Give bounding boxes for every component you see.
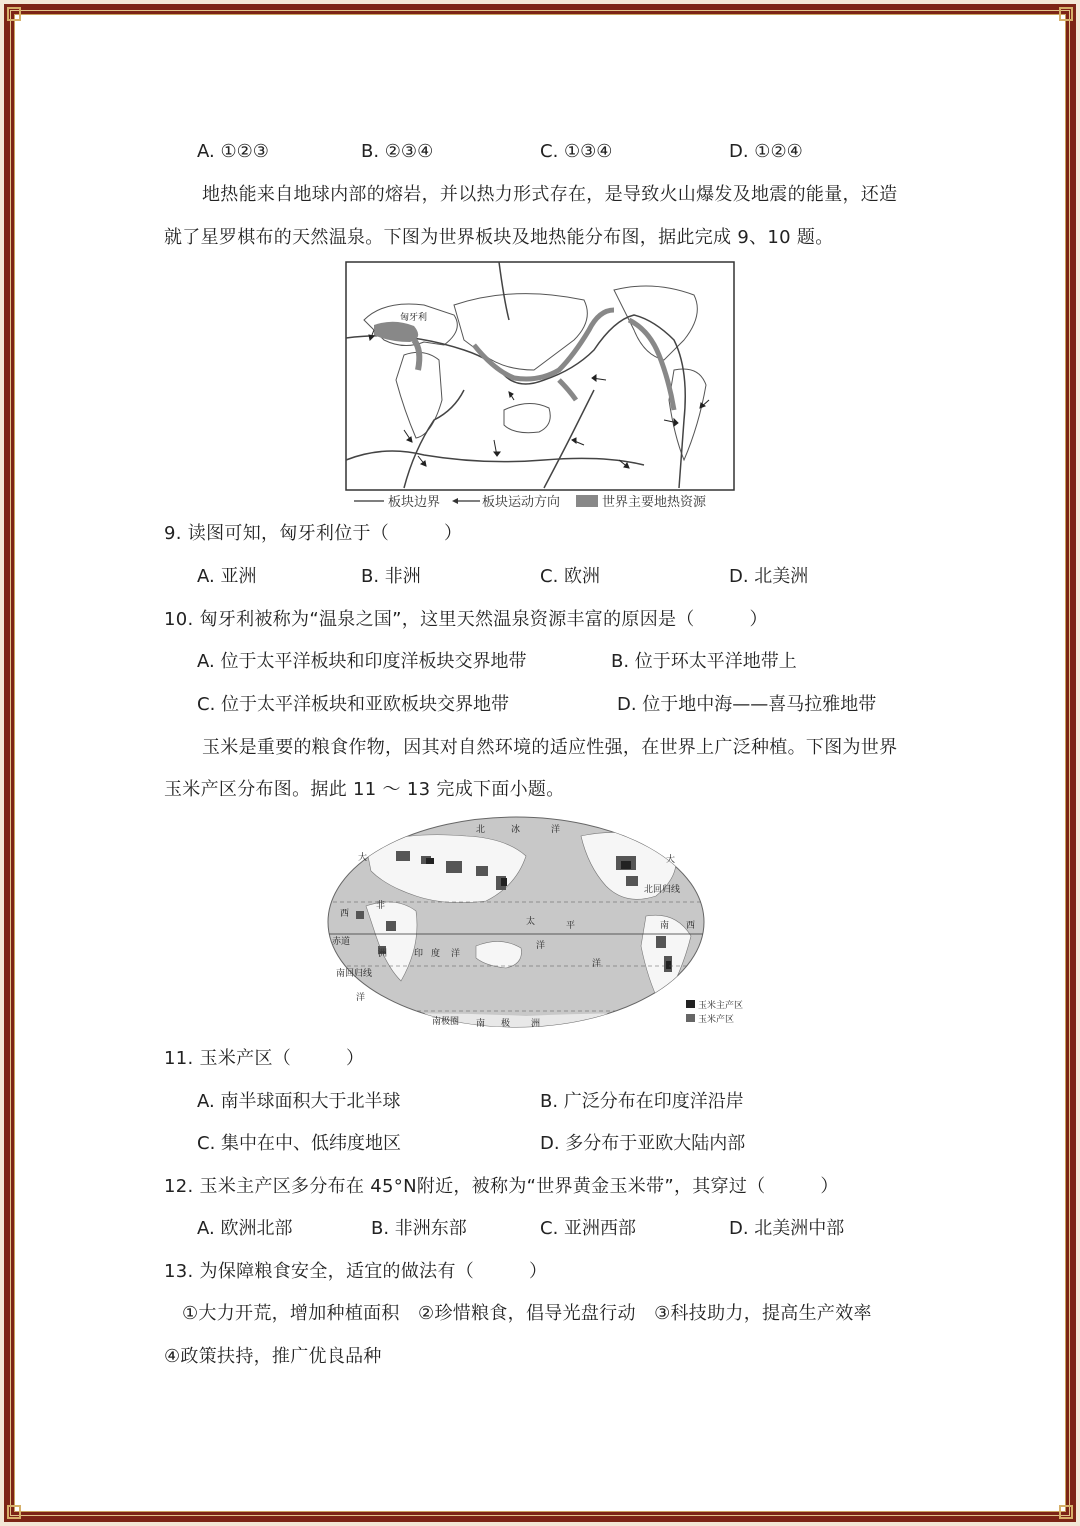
q11-option-c: C. 集中在中、低纬度地区 [197, 1133, 402, 1154]
legend-arrow-icon [452, 498, 458, 504]
legend-main: 玉米主产区 [698, 1001, 744, 1011]
label-ji: 极 [501, 1019, 511, 1029]
label-equator: 赤道 [332, 937, 351, 947]
q9-stem: 9. 读图可知，匈牙利位于（ ） [164, 523, 463, 544]
passage2-line1: 玉米是重要的粮食作物，因其对自然环境的适应性强，在世界上广泛种植。下图为世界 [202, 737, 898, 758]
legend-area-swatch [686, 1014, 695, 1022]
legend-geothermal: 世界主要地热资源 [602, 495, 707, 510]
q8-option-b: B. ②③④ [361, 141, 434, 162]
legend-area: 玉米产区 [698, 1015, 735, 1025]
q11-option-d: D. 多分布于亚欧大陆内部 [540, 1133, 746, 1154]
label-du: 度 [431, 949, 441, 959]
label-ping: 平 [566, 921, 576, 931]
corner-ornament [1059, 1505, 1073, 1519]
corn-distribution-map [326, 816, 756, 1034]
label-tropic-n: 北回归线 [644, 885, 681, 895]
legend-main-swatch [686, 1000, 695, 1008]
label-nan-ji-circle: 南极圈 [432, 1017, 460, 1027]
passage2-line2: 玉米产区分布图。据此 11 ～ 13 完成下面小题。 [164, 779, 565, 800]
corner-ornament [7, 1505, 21, 1519]
q10-stem: 10. 匈牙利被称为“温泉之国”，这里天然温泉资源丰富的原因是（ ） [164, 609, 768, 630]
q11-stem: 11. 玉米产区（ ） [164, 1048, 365, 1069]
q8-option-c: C. ①③④ [540, 141, 613, 162]
label-tai: 太 [526, 917, 536, 927]
q9-option-b: B. 非洲 [361, 566, 421, 587]
legend-movement: 板块运动方向 [482, 495, 561, 510]
label-zhou2: 洲 [531, 1019, 541, 1029]
q11-option-b: B. 广泛分布在印度洋沿岸 [540, 1091, 744, 1112]
label-nan-xi: 南 [660, 921, 670, 931]
q9-option-c: C. 欧洲 [540, 566, 601, 587]
legend-geothermal-swatch [576, 495, 598, 507]
label-yang-top: 洋 [551, 825, 561, 835]
corner-ornament [1059, 7, 1073, 21]
label-da2: 大 [666, 855, 676, 865]
label-nan: 南 [476, 1019, 486, 1029]
q9-option-a: A. 亚洲 [197, 566, 257, 587]
label-north: 北 [476, 825, 486, 835]
q13-stem: 13. 为保障粮食安全，适宜的做法有（ ） [164, 1261, 548, 1282]
label-da: 大 [358, 853, 368, 863]
q9-option-d: D. 北美洲 [729, 566, 809, 587]
label-xi: 西 [340, 909, 350, 919]
q10-option-b: B. 位于环太平洋地带上 [611, 651, 797, 672]
label-hungary: 匈牙利 [400, 313, 428, 323]
q8-option-a: A. ①②③ [197, 141, 269, 162]
q12-option-b: B. 非洲东部 [371, 1218, 467, 1239]
passage1-line2: 就了星罗棋布的天然温泉。下图为世界板块及地热能分布图，据此完成 9、10 题。 [164, 227, 834, 248]
label-bing: 冰 [511, 825, 521, 835]
q12-option-a: A. 欧洲北部 [197, 1218, 293, 1239]
legend-boundary: 板块边界 [388, 495, 441, 510]
passage1-line1: 地热能来自地球内部的熔岩，并以热力形式存在，是导致火山爆发及地震的能量，还造 [202, 184, 898, 205]
q12-option-c: C. 亚洲西部 [540, 1218, 637, 1239]
corner-ornament [7, 7, 21, 21]
q10-option-d: D. 位于地中海——喜马拉雅地带 [617, 694, 877, 715]
q13-items-line2: ④政策扶持，推广优良品种 [164, 1346, 382, 1367]
q10-option-a: A. 位于太平洋板块和印度洋板块交界地带 [197, 651, 527, 672]
q11-option-a: A. 南半球面积大于北半球 [197, 1091, 401, 1112]
plate-geothermal-map [344, 260, 736, 514]
q12-stem: 12. 玉米主产区多分布在 45°N附近，被称为“世界黄金玉米带”，其穿过（ ） [164, 1176, 839, 1197]
q8-option-d: D. ①②④ [729, 141, 803, 162]
label-zhou: 洲 [378, 949, 388, 959]
label-tropic-s: 南回归线 [336, 969, 373, 979]
q12-option-d: D. 北美洲中部 [729, 1218, 845, 1239]
label-xi2: 西 [686, 921, 696, 931]
label-yang-left: 洋 [356, 993, 366, 1003]
label-yang-mid: 洋 [451, 949, 461, 959]
q13-items-line1: ①大力开荒，增加种植面积 ②珍惜粮食，倡导光盘行动 ③科技助力，提高生产效率 [182, 1303, 872, 1324]
label-yang-bottom: 洋 [592, 959, 602, 969]
label-yin: 印 [414, 949, 424, 959]
label-fei: 非 [376, 901, 386, 911]
q10-option-c: C. 位于太平洋板块和亚欧板块交界地带 [197, 694, 510, 715]
label-yang-pac: 洋 [536, 941, 546, 951]
